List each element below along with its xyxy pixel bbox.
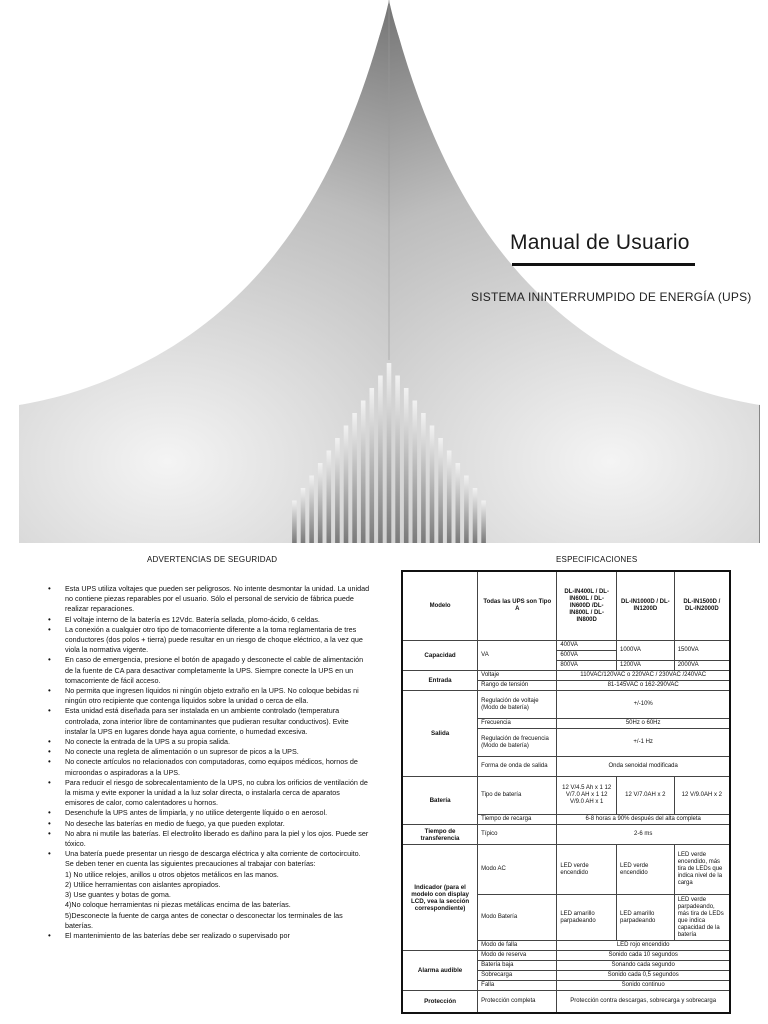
cell: Todas las UPS son Tipo A bbox=[478, 571, 557, 641]
warning-item: • Una batería puede presentar un riesgo de descarga eléctrica y alta corriente de cortocircuito. Se deben tener en cuenta las siguientes precauciones al trabajar con baterías: bbox=[40, 849, 370, 869]
cell: VA bbox=[478, 641, 557, 671]
group-label: Salida bbox=[402, 691, 478, 777]
warning-item: • Esta UPS utiliza voltajes que pueden ser peligrosos. No intente desmontar la unidad. La unidad no contiene piezas reparables por el usuario. Sólo el personal de servicio de fábrica puede realizar reparaciones. bbox=[40, 584, 370, 615]
warnings-list bbox=[40, 584, 370, 941]
table-row bbox=[402, 991, 730, 1013]
cell: +/-1 Hz bbox=[557, 729, 730, 757]
warning-item: • No deseche las baterías en medio de fuego, ya que pueden explotar. bbox=[40, 819, 370, 829]
warning-item: • No conecte una regleta de alimentación o un supresor de picos a la UPS. bbox=[40, 747, 370, 757]
cell: Modo Batería bbox=[478, 895, 557, 941]
table-row bbox=[402, 671, 730, 681]
cell: LED amarillo parpadeando bbox=[617, 895, 675, 941]
cover-graphic bbox=[19, 0, 760, 543]
fan-bar bbox=[413, 401, 418, 544]
spec-heading: ESPECIFICACIONES bbox=[556, 555, 638, 564]
warning-item: • No conecte la entrada de la UPS a su propia salida. bbox=[40, 737, 370, 747]
precaution-line: 2) Utilice herramientas con aislantes apropiados. bbox=[65, 879, 221, 889]
warning-item: • Esta unidad está diseñada para ser instalada en un ambiente controlado (temperatura controlada, zona interior libre de contaminantes que pudieran resultar conductivos). Evite instalar la UPS en lugares donde haya agua corriente, o humedad excesiva. bbox=[40, 706, 370, 737]
precaution-line: 3) Use guantes y botas de goma. bbox=[65, 890, 171, 900]
fan-bar bbox=[309, 476, 314, 544]
fan-bar bbox=[335, 438, 340, 543]
fan-bar bbox=[456, 463, 461, 543]
warning-item: • Desenchufe la UPS antes de limpiarla, y no utilice detergente líquido o en aerosol. bbox=[40, 808, 370, 818]
warning-item: • No abra ni mutile las baterías. El electrolito liberado es dañino para la piel y los ojos. Puede ser tóxico. bbox=[40, 829, 370, 849]
group-label: Capacidad bbox=[402, 641, 478, 671]
fan-bar bbox=[481, 501, 486, 544]
fan-bar bbox=[430, 426, 435, 544]
cell: LED rojo encendido bbox=[557, 941, 730, 951]
table-row bbox=[402, 825, 730, 845]
cell: Onda senoidal modificada bbox=[557, 757, 730, 777]
cell: DL-IN400L / DL-IN600L / DL-IN600D /DL-IN800L / DL-IN800D bbox=[557, 571, 617, 641]
fan-bar bbox=[301, 488, 306, 543]
fan-bar bbox=[361, 401, 366, 544]
fan-bar bbox=[378, 376, 383, 544]
group-label: Indicador (para el modelo con display LCD, vea la sección correspondiente) bbox=[402, 845, 478, 951]
group-label: Modelo bbox=[402, 571, 478, 641]
cell: 800VA bbox=[557, 661, 617, 671]
warning-item: • No permita que ingresen líquidos ni ningún objeto extraño en la UPS. No coloque bebidas ni ningún otro recipiente que contenga líquidos sobre la unidad o cerca de ella. bbox=[40, 686, 370, 706]
warning-item: • Para reducir el riesgo de sobrecalentamiento de la UPS, no cubra los orificios de ventilación de la misma y evite exponer la unidad a la luz solar directa, o instalarla cerca de aparatos emisores de calor, como calentadores u hornos. bbox=[40, 778, 370, 809]
cell: Sonando cada segundo bbox=[557, 961, 730, 971]
cell: Regulación de frecuencia (Modo de batería) bbox=[478, 729, 557, 757]
group-label: Alarma audible bbox=[402, 951, 478, 991]
cell: Sonido cada 10 segundos bbox=[557, 951, 730, 961]
cell: DL-IN1500D / DL-IN2000D bbox=[674, 571, 730, 641]
cell: LED verde encendido, más tira de LEDs que indica nivel de la carga bbox=[674, 845, 730, 895]
fan-bar bbox=[327, 451, 332, 544]
cell: 110VAC/120VAC o 220VAC / 230VAC /240VAC bbox=[557, 671, 730, 681]
warning-item: • El voltaje interno de la batería es 12Vdc. Batería sellada, plomo-ácido, 6 celdas. bbox=[40, 615, 370, 625]
cell: Modo de reserva bbox=[478, 951, 557, 961]
cell: 6-8 horas a 90% después del alta completa bbox=[557, 815, 730, 825]
cell: 400VA bbox=[557, 641, 617, 651]
cell: 1500VA bbox=[674, 641, 730, 661]
warning-item: • No conecte artículos no relacionados con computadoras, como equipos médicos, hornos de microondas o aspiradoras a la UPS. bbox=[40, 757, 370, 777]
cell: Tiempo de recarga bbox=[478, 815, 557, 825]
cell: 50Hz o 60Hz bbox=[557, 719, 730, 729]
cover-title: Manual de Usuario bbox=[510, 231, 690, 254]
cell: Forma de onda de salida bbox=[478, 757, 557, 777]
cell: Rango de tensión bbox=[478, 681, 557, 691]
cell: 2-6 ms bbox=[557, 825, 730, 845]
table-row bbox=[402, 571, 730, 641]
table-row bbox=[402, 951, 730, 961]
cell: Sobrecarga bbox=[478, 971, 557, 981]
warnings-heading: ADVERTENCIAS DE SEGURIDAD bbox=[147, 555, 278, 564]
cell: 12 V/4.5 Ah x 1 12 V/7.0 AH x 1 12 V/9.0 AH x 1 bbox=[557, 777, 617, 815]
cell: Protección contra descargas, sobrecarga y sobrecarga bbox=[557, 991, 730, 1013]
title-underline bbox=[512, 263, 695, 266]
warning-item: • La conexión a cualquier otro tipo de tomacorriente diferente a la toma reglamentaria de tres conductores (dos polos + tierra) puede resultar en un riesgo de choque eléctrico, a la vez que viola la normativa vigente. bbox=[40, 625, 370, 656]
warning-item: • En caso de emergencia, presione el botón de apagado y desconecte el cable de alimentación de la fuente de CA para desactivar completamente la UPS. Siempre conecte la UPS en un tomacorriente de fácil acceso. bbox=[40, 655, 370, 686]
cell: LED verde parpadeando, más tira de LEDs que indica capacidad de la batería bbox=[674, 895, 730, 941]
cell: LED amarillo parpadeando bbox=[557, 895, 617, 941]
cell: Voltaje bbox=[478, 671, 557, 681]
precaution-line: 5)Desconecte la fuente de carga antes de conectar o desconectar los terminales de las baterías. bbox=[65, 910, 343, 930]
fan-bar bbox=[404, 388, 409, 543]
cell: Modo AC bbox=[478, 845, 557, 895]
spec-table bbox=[401, 570, 731, 1014]
fan-bar bbox=[318, 463, 323, 543]
cell: 12 V/9.0AH x 2 bbox=[674, 777, 730, 815]
table-row bbox=[402, 691, 730, 719]
table-row bbox=[402, 777, 730, 815]
cell: LED verde encendido bbox=[617, 845, 675, 895]
cell: Sonido cada 0,5 segundos bbox=[557, 971, 730, 981]
cell: DL-IN1000D / DL-IN1200D bbox=[617, 571, 675, 641]
cell: Sonido continuo bbox=[557, 981, 730, 991]
fan-bar bbox=[352, 413, 357, 543]
cell: Frecuencia bbox=[478, 719, 557, 729]
fan-bar bbox=[387, 363, 392, 543]
cell: 12 V/7.0AH x 2 bbox=[617, 777, 675, 815]
cell: Modo de falla bbox=[478, 941, 557, 951]
cell: Falla bbox=[478, 981, 557, 991]
fan-bar bbox=[447, 451, 452, 544]
precaution-line: 4)No coloque herramientas ni piezas metálicas encima de las baterías. bbox=[65, 900, 291, 910]
group-label: Entrada bbox=[402, 671, 478, 691]
table-row bbox=[402, 641, 730, 651]
fan-bar bbox=[344, 426, 349, 544]
warning-item: • El mantenimiento de las baterías debe ser realizado o supervisado por bbox=[40, 931, 370, 941]
fan-bar bbox=[473, 488, 478, 543]
cell: 1000VA bbox=[617, 641, 675, 661]
fan-bar bbox=[395, 376, 400, 544]
fan-bar bbox=[464, 476, 469, 544]
cell: Protección completa bbox=[478, 991, 557, 1013]
group-label: Tiempo de transferencia bbox=[402, 825, 478, 845]
cell: Batería baja bbox=[478, 961, 557, 971]
cell: 81-145VAC o 162-290VAC bbox=[557, 681, 730, 691]
fan-bar bbox=[421, 413, 426, 543]
cover-artwork bbox=[19, 0, 760, 543]
cell: Regulación de voltaje (Modo de batería) bbox=[478, 691, 557, 719]
cell: Tipo de batería bbox=[478, 777, 557, 815]
group-label: Protección bbox=[402, 991, 478, 1013]
cell: 1200VA bbox=[617, 661, 675, 671]
precaution-line: 1) No utilice relojes, anillos u otros objetos metálicos en las manos. bbox=[65, 869, 279, 879]
cell: 2000VA bbox=[674, 661, 730, 671]
fan-bar bbox=[370, 388, 375, 543]
cell: LED verde encendido bbox=[557, 845, 617, 895]
cell: +/-10% bbox=[557, 691, 730, 719]
table-row bbox=[402, 845, 730, 895]
fan-bar bbox=[438, 438, 443, 543]
cover-subtitle: SISTEMA ININTERRUMPIDO DE ENERGÍA (UPS) bbox=[471, 290, 752, 304]
fan-bar bbox=[292, 501, 297, 544]
group-label: Batería bbox=[402, 777, 478, 825]
cell: Típico bbox=[478, 825, 557, 845]
cell: 600VA bbox=[557, 651, 617, 661]
